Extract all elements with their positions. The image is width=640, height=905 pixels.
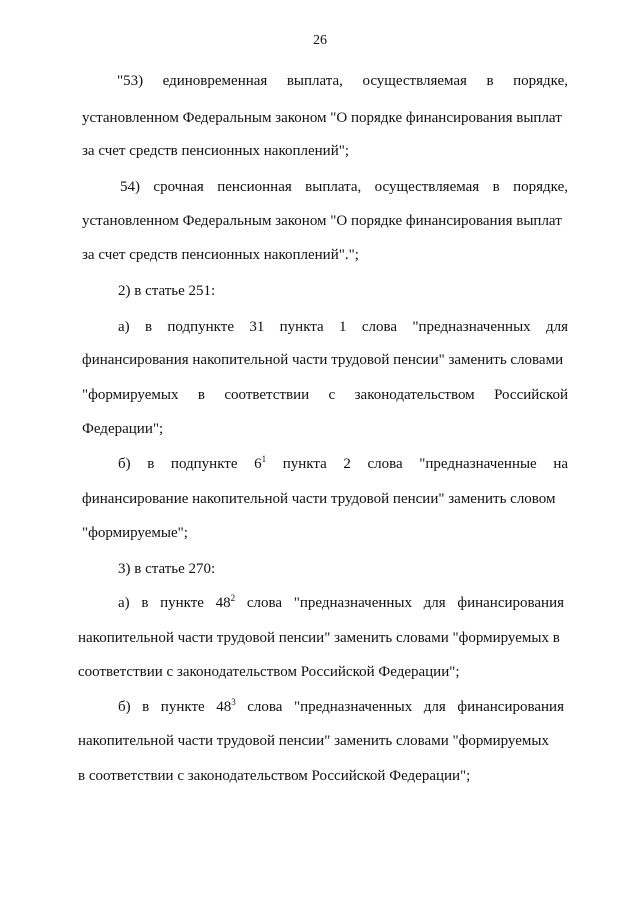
item-2b-line-1: б) в подпункте $6^1$ пункта 2 слова "предназначенные на: [118, 454, 569, 472]
item-3a-line-1: а) в пункте $48^2$ слова "предназначенных для финансирования: [118, 593, 565, 611]
superscript: 2: [230, 593, 236, 603]
superscript: 1: [261, 454, 267, 464]
item-3a-line-2: накопительной части трудовой пенсии" заменить словами "формируемых в: [78, 630, 560, 646]
paragraph-54-line-1: 54) срочная пенсионная выплата, осуществляемая в порядке,: [120, 179, 568, 195]
item-2a-line-2: финансирования накопительной части трудовой пенсии" заменить словами: [82, 352, 564, 368]
item-3b-line-2: накопительной части трудовой пенсии" заменить словами "формируемых: [78, 733, 549, 749]
item-2-heading: 2) в статье 251:: [118, 283, 216, 299]
superscript: 3: [231, 697, 236, 707]
paragraph-54-line-3: за счет средств пенсионных накоплений".";: [82, 247, 359, 263]
paragraph-54-line-2: установленном Федеральным законом "О порядке финансирования выплат: [82, 213, 562, 229]
item-2a-line-1: а) в подпункте 31 пункта 1 слова "предназначенных для: [118, 319, 568, 335]
page-number: 26: [313, 33, 327, 48]
item-2a-line-4: Федерации";: [82, 421, 164, 437]
item-3b-line-3: в соответствии с законодательством Российской Федерации";: [78, 768, 471, 784]
paragraph-53-line-3: за счет средств пенсионных накоплений";: [82, 143, 350, 159]
item-3a-line-3: соответствии с законодательством Российской Федерации";: [78, 664, 460, 680]
item-3b-line-1: б) в пункте $48^3$ слова "предназначенных для финансирования: [118, 697, 564, 715]
paragraph-53-line-1: "53) единовременная выплата, осуществляемая в порядке,: [117, 73, 568, 89]
item-2a-line-3: "формируемых в соответствии с законодательством Российской: [82, 387, 568, 403]
item-3-heading: 3) в статье 270:: [118, 561, 216, 577]
paragraph-53-line-2: установленном Федеральным законом "О порядке финансирования выплат: [82, 110, 562, 126]
item-2b-line-2: финансирование накопительной части трудовой пенсии" заменить словом: [82, 491, 556, 507]
item-2b-line-3: "формируемые";: [82, 525, 188, 541]
